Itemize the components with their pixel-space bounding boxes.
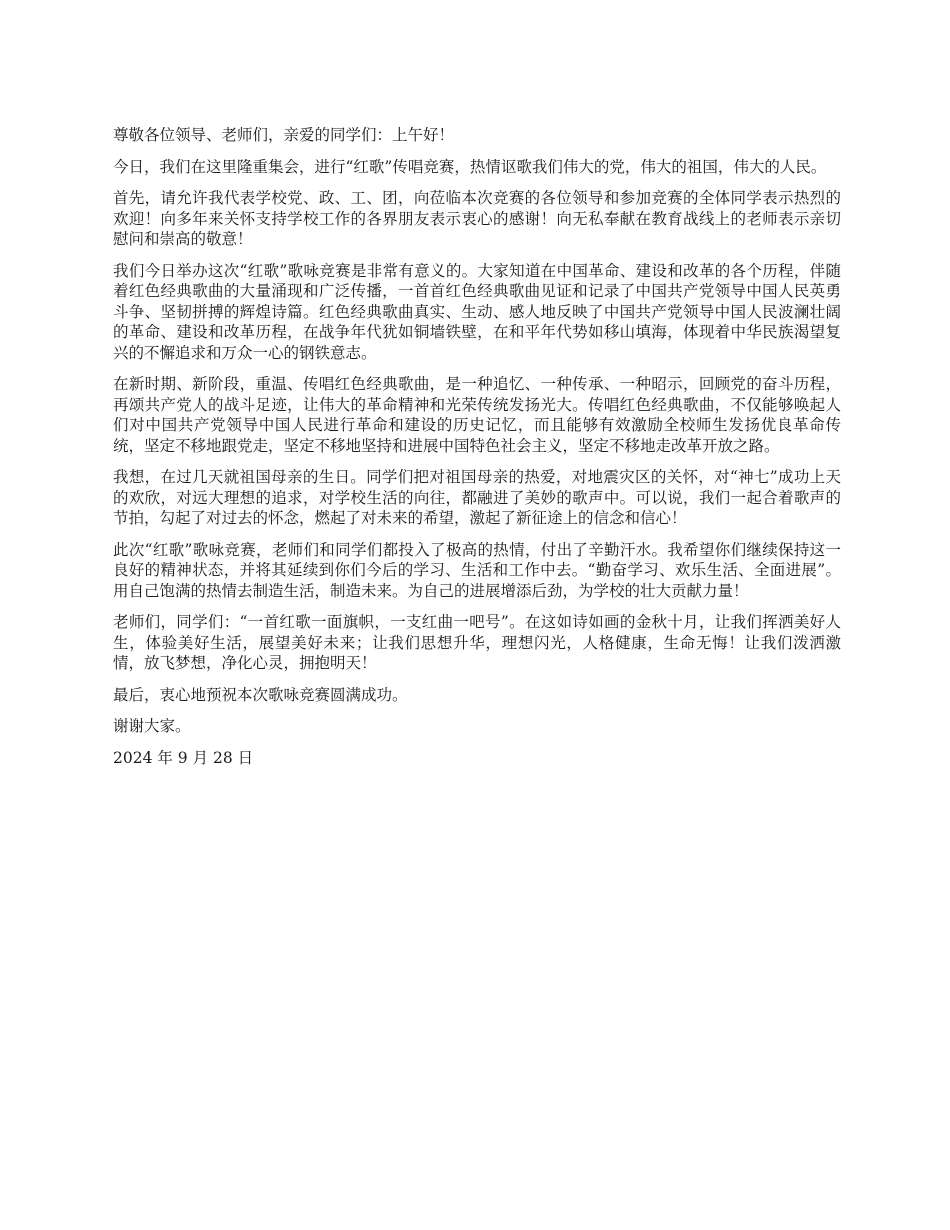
paragraph-appeal: 老师们，同学们：“一首红歌一面旗帜，一支红曲一吧号”。在这如诗如画的金秋十月，让我们挥洒美好人生，体验美好生活，展望美好未来；让我们思想升华，理想闪光，人格健康，生命无悔！让我们泼洒激情，放飞梦想，净化心灵，拥抱明天！: [113, 613, 841, 672]
paragraph-wish: 最后，衷心地预祝本次歌咏竞赛圆满成功。: [113, 685, 408, 704]
paragraph-welcome: 首先，请允许我代表学校党、政、工、团，向莅临本次竞赛的各位领导和参加竞赛的全体同学表示热烈的欢迎！向多年来关怀支持学校工作的各界朋友表示衷心的感谢！向无私奉献在教育战线上的老师表示亲切慰问和崇高的敬意！: [113, 189, 841, 248]
document-date: 2024 年 9 月 28 日: [113, 748, 254, 767]
paragraph-opening: 今日，我们在这里隆重集会，进行“红歌”传唱竞赛，热情讴歌我们伟大的党，伟大的祖国，伟大的人民。: [113, 157, 827, 176]
greeting: 尊敬各位领导、老师们，亲爱的同学们：上午好！: [113, 126, 455, 144]
paragraph-new-era: 在新时期、新阶段，重温、传唱红色经典歌曲，是一种追忆、一种传承、一种昭示，回顾党的奋斗历程，再颂共产党人的战斗足迹，让伟大的革命精神和光荣传统发扬光大。传唱红色经典歌曲，不仅能够唤起人们对中国共产党领导中国人民进行革命和建设的历史记忆，而且能够有效激励全校师生发扬优良革命传统，坚定不移地跟党走，坚定不移地坚持和进展中国特色社会主义，坚定不移地走改革开放之路。: [113, 375, 841, 455]
paragraph-significance: 我们今日举办这次“红歌”歌咏竞赛是非常有意义的。大家知道在中国革命、建设和改革的各个历程，伴随着红色经典歌曲的大量涌现和广泛传播，一首首红色经典歌曲见证和记录了中国共产党领导中国人民英勇斗争、坚韧拼搏的辉煌诗篇。红色经典歌曲真实、生动、感人地反映了中国共产党领导中国人民波澜壮阔的革命、建设和改革历程，在战争年代犹如铜墙铁壁，在和平年代势如移山填海，体现着中华民族渴望复兴的不懈追求和万众一心的钢铁意志。: [113, 261, 841, 362]
paragraph-thanks: 谢谢大家。: [113, 717, 191, 735]
paragraph-birthday: 我想，在过几天就祖国母亲的生日。同学们把对祖国母亲的热爱，对地震灾区的关怀，对“神七”成功上天的欢欣，对远大理想的追求，对学校生活的向往，都融进了美妙的歌声中。可以说，我们一起合着歌声的节拍，勾起了对过去的怀念，燃起了对未来的希望，激起了新征途上的信念和信心！: [113, 468, 841, 527]
paragraph-competition: 此次“红歌”歌咏竞赛，老师们和同学们都投入了极高的热情，付出了辛勤汗水。我希望你们继续保持这一良好的精神状态，并将其延续到你们今后的学习、生活和工作中去。“勤奋学习、欢乐生活、全面进展”。用自己饱满的热情去制造生活，制造未来。为自己的进展增添后劲，为学校的壮大贡献力量！: [113, 540, 841, 600]
document-page: [113, 125, 841, 779]
